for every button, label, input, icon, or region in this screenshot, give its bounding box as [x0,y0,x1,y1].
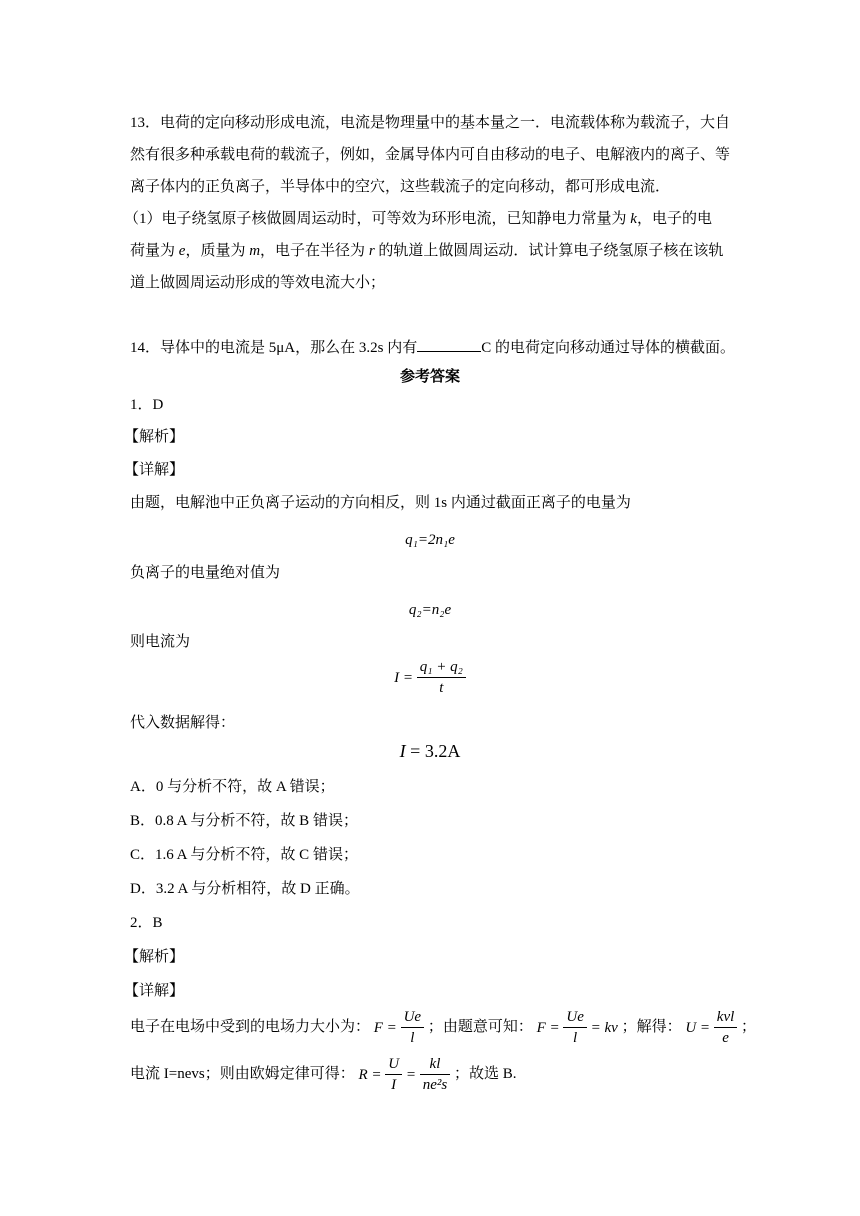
answer-2-label: 2．B [130,915,163,931]
q13-sub1-line-3: 道上做圆周运动形成的等效电流大小； [130,275,386,291]
q13-line-1: 13．电荷的定向移动形成电流，电流是物理量中的基本量之一．电流载体称为载流子，大自 [130,115,731,131]
equation-q1: q₁=2n₁e [405,532,455,548]
option-a: A．0 与分析不符，故 A 错误； [130,779,335,795]
option-d: D．3.2 A 与分析相符，故 D 正确。 [130,881,360,897]
answer-2-analysis: 【解析】 [124,949,185,965]
q13-sub1-line-2: 荷量为 e，质量为 m，电子在半径为 r 的轨道上做圆周运动．试计算电子绕氢原子核在该轨 [130,243,724,259]
answer-2-sentence-2: 电流 I=nevs；则由欧姆定律可得： R = $\frac{U}{I}$ = $\frac{kl}{\text{ne²s}}$ ；故选 B. [130,1056,517,1094]
answer-1-paragraph-1: 由题，电解池中正负离子运动的方向相反，则 1s 内通过截面正离子的电量为 [130,495,631,511]
q14-line: 14．导体中的电流是 5μA，那么在 3.2s 内有 C 的电荷定向移动通过导体的横截面。 [130,337,735,358]
answer-1-paragraph-4: 代入数据解得： [130,715,236,731]
q13-line-3: 离子体内的正负离子，半导体中的空穴，这些载流子的定向移动，都可形成电流． [130,179,671,195]
answer-1-detail: 【详解】 [124,462,185,478]
answer-1-analysis: 【解析】 [124,429,185,445]
q13-line-2: 然有很多种承载电荷的载流子，例如，金属导体内可自由移动的电子、电解液内的离子、等 [130,147,731,163]
answer-1-paragraph-3: 则电流为 [130,634,191,650]
option-c: C．1.6 A 与分析不符，故 C 错误； [130,847,358,863]
fraction: $\frac{\text{q₁ + q₂}}{t}$ [417,657,466,698]
equation-q2: q₂=n₂e [408,602,452,618]
answer-2-detail: 【详解】 [124,983,185,999]
answer-2-sentence-1: 电子在电场中受到的电场力大小为： F = $\frac{Ue}{l}$ ；由题意可知： F = $\frac{Ue}{l}$ = kv ；解得： U = $\frac{\text{kvl}}{e}$ ； [130,1009,757,1047]
answer-blank [417,337,481,352]
answers-heading: 参考答案 [399,369,460,385]
answer-1-paragraph-2: 负离子的电量绝对值为 [130,565,281,581]
equation-result: I = 3.2A [399,741,461,761]
answer-1-label: 1．D [130,397,164,413]
q13-sub1-line-1: （1）电子绕氢原子核做圆周运动时，可等效为环形电流，已知静电力常量为 k，电子的电 [124,211,712,227]
equation-current-fraction: I = $\frac{\text{q₁ + q₂}}{t}$ [0,657,860,698]
option-b: B．0.8 A 与分析不符，故 B 错误； [130,813,358,829]
